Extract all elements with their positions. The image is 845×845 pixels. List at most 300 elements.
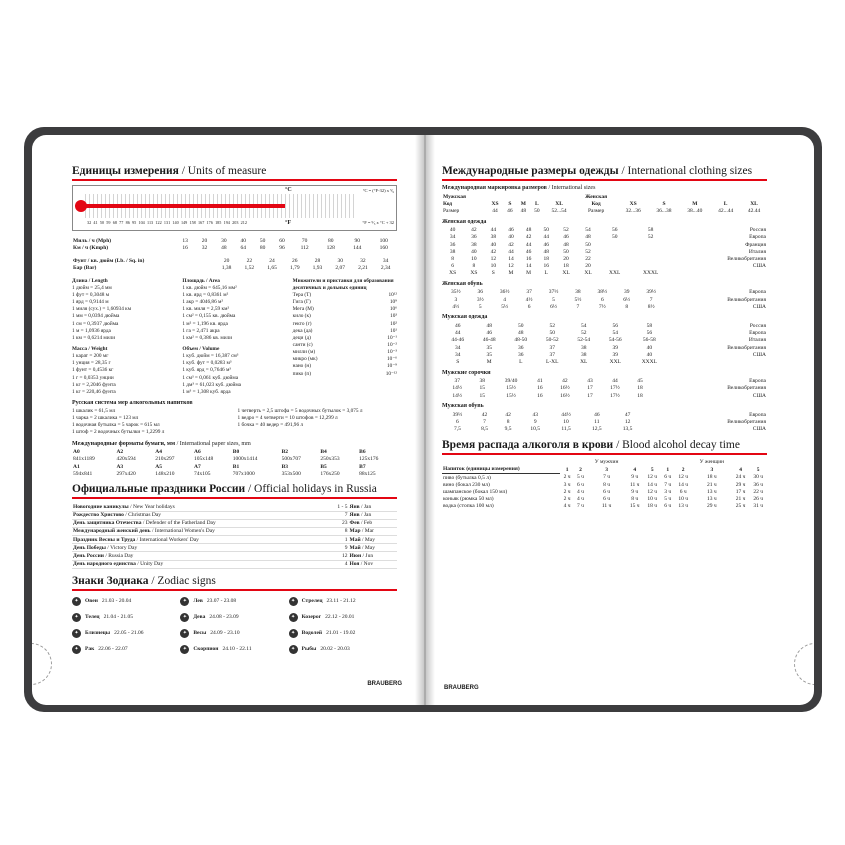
zodiac-sign-icon: ✦ bbox=[72, 597, 81, 606]
pressure-row bbox=[72, 265, 397, 272]
table-cell: Фунт / кв. дюйм (Lb. / Sq. in) bbox=[73, 257, 145, 264]
size-row bbox=[442, 289, 767, 296]
table-cell: 48 bbox=[520, 207, 527, 214]
table-cell: 9 ч bbox=[631, 489, 639, 496]
marking-header-row bbox=[442, 193, 767, 200]
holiday-name-en: / New Year holidays bbox=[128, 503, 175, 510]
table-cell bbox=[732, 459, 750, 466]
volume-item: 1 куб. фут = 0,0283 м³ bbox=[182, 360, 232, 367]
clothing-table bbox=[442, 227, 767, 277]
table-cell: 18 bbox=[637, 385, 643, 392]
table-cell: B6 bbox=[359, 449, 366, 456]
table-cell: 4 ч bbox=[577, 496, 584, 503]
table-cell: 8 bbox=[472, 263, 476, 270]
clothing-table bbox=[442, 322, 767, 365]
table-cell: A5 bbox=[155, 463, 162, 470]
table-cell: 80 bbox=[259, 244, 266, 251]
alcohol-decay-table bbox=[442, 459, 767, 510]
alcohol-row bbox=[442, 474, 767, 482]
length-block: Длина / Length 1 дюйм = 25,4 мм 1 фут = 0,3048 м 1 ярд = 0,9144 м 1 миля (сух.) = 1,60934 км 1 мм = 0,0394 дюйма 1 см = 0,3937 дюйма 1 м = 1,0936 ярда 1 км = 0,6214 мили Масса / Weight 1 карат = 200 мг 1 унция = 28,35 г 1 фунт = 0,4536 кг 1 г = 0,0353 унции 1 кг = 2,2046 фунта 1 кг = 220,46 фунта bbox=[72, 278, 176, 396]
table-cell: 15½ bbox=[506, 385, 516, 392]
table-cell: 64 bbox=[240, 244, 246, 251]
size-row bbox=[442, 227, 767, 234]
table-cell: XS bbox=[491, 200, 499, 207]
holiday-name-en: / International Workers' Day bbox=[135, 536, 199, 543]
table-cell: 31 ч bbox=[753, 503, 763, 510]
table-cell: L bbox=[535, 200, 539, 207]
table-cell: 100 bbox=[379, 237, 388, 244]
table-cell: 2,21 bbox=[358, 265, 368, 272]
table-cell: 13 bbox=[182, 237, 188, 244]
multiplier-name: кило (к) bbox=[292, 313, 311, 320]
table-cell: 46 bbox=[507, 207, 513, 214]
table-cell: 38...40 bbox=[687, 207, 703, 214]
table-cell bbox=[741, 193, 767, 200]
table-cell: 36 ч bbox=[753, 481, 763, 488]
table-cell: 12 bbox=[624, 418, 631, 425]
table-cell: A7 bbox=[194, 463, 201, 470]
zodiac-item bbox=[289, 645, 397, 654]
table-cell bbox=[649, 193, 680, 200]
table-cell: 39/40 bbox=[504, 378, 518, 385]
zodiac-item bbox=[180, 645, 288, 654]
area-item: 1 см² = 0,155 кв. дюйма bbox=[182, 313, 236, 320]
table-cell: Великобритания bbox=[727, 255, 766, 262]
holiday-month-en: / May bbox=[360, 536, 375, 543]
corner-stitch bbox=[794, 643, 814, 685]
table-cell: 38 bbox=[581, 351, 587, 358]
size-row bbox=[442, 337, 767, 344]
table-cell: 58 bbox=[647, 227, 654, 234]
holidays-title: Официальные праздники России / Official holidays in Russia bbox=[72, 483, 377, 496]
table-cell bbox=[630, 263, 671, 270]
table-cell: 48 bbox=[563, 241, 569, 248]
multiplier-value: 10⁻⁹ bbox=[387, 363, 397, 370]
holiday-name-en: / International Women's Day bbox=[150, 528, 215, 535]
alcohol-row bbox=[442, 503, 767, 510]
table-cell: 5 bbox=[756, 466, 760, 473]
table-cell: 52 bbox=[549, 323, 555, 330]
table-cell: 20 bbox=[223, 257, 230, 264]
zodiac-sign-icon: ✦ bbox=[289, 629, 298, 638]
size-row bbox=[442, 270, 767, 277]
zodiac-sign-icon: ✦ bbox=[180, 597, 189, 606]
table-cell: Женская bbox=[585, 193, 608, 200]
table-cell bbox=[710, 193, 741, 200]
table-cell: 35 bbox=[486, 351, 492, 358]
table-cell: 10 bbox=[563, 418, 569, 425]
table-cell: 10 bbox=[471, 255, 477, 262]
size-row bbox=[442, 263, 767, 270]
clothing-section-title: Мужская обувь bbox=[442, 403, 484, 410]
table-cell: 3 bbox=[605, 466, 608, 473]
table-cell: 5 ч bbox=[577, 474, 584, 481]
table-cell: 40 bbox=[646, 351, 653, 358]
table-cell: 5½ bbox=[501, 303, 509, 310]
holiday-row bbox=[72, 511, 397, 519]
table-cell: 21 ч bbox=[735, 496, 746, 503]
table-cell: 18 bbox=[637, 392, 643, 399]
table-cell: 26 ч bbox=[753, 496, 763, 503]
size-row bbox=[442, 351, 767, 358]
table-cell: США bbox=[752, 426, 766, 433]
table-cell: 47 bbox=[624, 411, 631, 418]
multiplier-item bbox=[293, 328, 397, 335]
table-cell: XS bbox=[629, 200, 637, 207]
table-cell: 50-52 bbox=[545, 337, 559, 344]
table-cell bbox=[630, 255, 671, 262]
table-cell: A4 bbox=[155, 449, 162, 456]
table-cell: 36 bbox=[518, 351, 524, 358]
table-cell: 6 ч bbox=[664, 503, 672, 510]
area-item: 1 м² = 1,196 кв. ярда bbox=[182, 320, 228, 327]
size-row bbox=[442, 234, 767, 241]
holiday-name: День России bbox=[73, 553, 104, 560]
table-cell: 250x353 bbox=[320, 456, 340, 463]
table-cell: 15 bbox=[479, 385, 485, 392]
table-cell: B3 bbox=[281, 463, 289, 470]
holiday-month: Янв bbox=[349, 503, 360, 510]
red-rule bbox=[72, 179, 397, 181]
table-cell: 48 bbox=[518, 330, 524, 337]
alcohol-measure-item: 1 четверть = 2,5 штофа = 5 водочных бутылок = 3,075 л bbox=[237, 408, 363, 414]
table-cell: 4 ч bbox=[577, 489, 584, 496]
table-cell: 6½ bbox=[550, 303, 557, 310]
table-cell: 22 bbox=[585, 255, 591, 262]
table-cell: B7 bbox=[359, 463, 366, 470]
table-cell: 43 bbox=[587, 378, 593, 385]
table-cell: 7 ч bbox=[577, 503, 584, 510]
table-cell: 39 bbox=[612, 344, 618, 351]
table-cell: 56-58 bbox=[642, 337, 656, 344]
multiplier-name: гекто (г) bbox=[292, 320, 312, 327]
table-cell: 14½ bbox=[452, 392, 463, 399]
table-cell: 54 bbox=[585, 227, 591, 234]
table-cell: 12 bbox=[508, 263, 514, 270]
table-cell: B2 bbox=[281, 449, 289, 456]
size-row bbox=[442, 330, 767, 337]
table-cell: 44 bbox=[492, 207, 498, 214]
area-item: 1 кв. ярд = 0,8361 м² bbox=[182, 292, 229, 299]
table-cell: 4 ч bbox=[563, 503, 571, 510]
holiday-month-en: / Jan bbox=[359, 512, 372, 519]
table-cell: 2,34 bbox=[380, 265, 391, 272]
table-cell: 34 bbox=[455, 351, 461, 358]
table-cell: 48 bbox=[543, 248, 549, 255]
holiday-day: 4 bbox=[344, 561, 348, 568]
table-cell: 1 bbox=[565, 466, 569, 473]
table-cell: 52 bbox=[647, 234, 654, 241]
table-cell: 70 bbox=[301, 237, 308, 244]
table-cell: 17½ bbox=[610, 385, 620, 392]
table-cell: 15 ч bbox=[629, 503, 640, 510]
zodiac-dates: 21.03 - 20.04 bbox=[101, 598, 132, 605]
table-cell: 128 bbox=[326, 244, 335, 251]
table-cell: 5 ч bbox=[664, 496, 672, 503]
red-rule bbox=[72, 497, 397, 499]
table-cell: 36 bbox=[477, 289, 483, 296]
holiday-month: Фев bbox=[349, 520, 360, 527]
clothing-table bbox=[442, 289, 767, 311]
table-cell: 25 ч bbox=[735, 503, 746, 510]
table-cell: M bbox=[520, 200, 526, 207]
zodiac-item bbox=[289, 613, 397, 622]
right-page bbox=[424, 135, 814, 705]
table-cell: 34 bbox=[382, 257, 389, 264]
alcohol-header-row bbox=[442, 459, 767, 466]
multiplier-name: милли (м) bbox=[292, 349, 316, 356]
conversion-columns bbox=[72, 278, 397, 396]
table-cell: 8 ч bbox=[603, 481, 611, 488]
zodiac-title: Знаки Зодиака / Zodiac signs bbox=[72, 574, 216, 587]
table-cell: 28 bbox=[314, 257, 321, 264]
table-cell: 18 ч bbox=[647, 503, 658, 510]
table-cell: 16 bbox=[543, 263, 549, 270]
zodiac-sign-icon: ✦ bbox=[180, 613, 189, 622]
holiday-name: День народного единства bbox=[73, 561, 136, 568]
zodiac-item bbox=[289, 629, 397, 638]
table-cell: Размер bbox=[587, 207, 605, 214]
multiplier-value: 10¹ bbox=[390, 327, 397, 334]
table-cell: 2 ч bbox=[563, 474, 571, 481]
table-cell: 17 bbox=[587, 385, 593, 392]
holiday-month: Май bbox=[349, 536, 361, 543]
zodiac-item bbox=[72, 645, 180, 654]
table-cell: 38 bbox=[449, 248, 456, 255]
clothing-table bbox=[442, 378, 767, 400]
mass-item: 1 г = 0,0353 унции bbox=[72, 374, 114, 381]
alcohol-col-row bbox=[442, 466, 767, 474]
zodiac-sign-icon: ✦ bbox=[289, 645, 298, 654]
size-row bbox=[442, 411, 767, 418]
fahrenheit-label: °F bbox=[285, 220, 292, 226]
table-cell: 7½ bbox=[598, 303, 606, 310]
table-cell: 707x1000 bbox=[232, 470, 255, 477]
table-cell: США bbox=[752, 392, 766, 399]
table-cell: 9,5 bbox=[504, 426, 512, 433]
table-cell: 37 bbox=[526, 289, 532, 296]
table-cell: 18 bbox=[563, 263, 569, 270]
table-cell: коньяк (рюмка 50 мл) bbox=[443, 496, 494, 503]
zodiac-item bbox=[180, 597, 288, 606]
table-cell: 38 bbox=[575, 289, 581, 296]
zodiac-name: Стрелец bbox=[301, 598, 323, 605]
celsius-label: °C bbox=[285, 187, 292, 193]
multiplier-value: 10¹² bbox=[388, 292, 397, 299]
marking-code-row bbox=[442, 200, 767, 207]
table-cell: 42 bbox=[471, 227, 477, 234]
table-cell: 15 bbox=[479, 392, 485, 399]
table-cell: 420x594 bbox=[116, 456, 136, 463]
pressure-table bbox=[72, 257, 397, 271]
table-cell: Россия bbox=[749, 323, 766, 330]
multiplier-item bbox=[293, 335, 397, 342]
table-cell: 1,38 bbox=[221, 265, 232, 272]
table-cell: 14 ч bbox=[647, 481, 658, 488]
volume-item: 1 куб. ярд = 0,7646 м³ bbox=[182, 367, 231, 374]
table-cell: 4½ bbox=[452, 303, 460, 310]
table-cell: 11,5 bbox=[561, 426, 571, 433]
holiday-month: Янв bbox=[349, 512, 360, 519]
paper-row bbox=[72, 470, 397, 477]
table-cell: 39 bbox=[623, 289, 630, 296]
table-cell: S bbox=[491, 270, 495, 277]
paper-table bbox=[72, 449, 397, 478]
table-cell: B4 bbox=[320, 449, 327, 456]
holiday-day: 1 bbox=[344, 536, 348, 543]
table-cell: США bbox=[752, 303, 766, 310]
table-cell: 4 bbox=[503, 296, 507, 303]
table-cell: 5 bbox=[650, 466, 654, 473]
table-cell: 24 ч bbox=[735, 474, 746, 481]
size-row bbox=[442, 392, 767, 399]
table-cell: 14½ bbox=[452, 385, 463, 392]
table-cell: Бар (Bar) bbox=[73, 265, 97, 272]
table-cell: 6 bbox=[451, 263, 454, 270]
table-cell: A0 bbox=[73, 449, 80, 456]
zodiac-dates: 21.01 - 19.02 bbox=[326, 630, 356, 637]
holiday-name: День защитника Отечества bbox=[73, 520, 142, 527]
mass-item: 1 кг = 2,2046 фунта bbox=[72, 381, 116, 388]
table-cell: вино (бокал 230 мл) bbox=[443, 481, 490, 488]
table-cell: 15½ bbox=[506, 392, 516, 399]
table-cell: 3 ч bbox=[563, 481, 571, 488]
zodiac-sign-icon: ✦ bbox=[72, 645, 81, 654]
left-content bbox=[72, 165, 397, 654]
multiplier-name: санти (с) bbox=[292, 342, 313, 349]
holiday-month-en: / May bbox=[360, 544, 375, 551]
zodiac-item bbox=[72, 597, 180, 606]
zodiac-name: Весы bbox=[193, 630, 207, 637]
table-cell: 46 bbox=[508, 227, 514, 234]
marking-table bbox=[442, 193, 767, 215]
alcohol-measure-item: 1 чарка = 2 шкалика = 123 мл bbox=[72, 415, 139, 422]
multiplier-value: 10⁹ bbox=[389, 299, 397, 306]
paper-row bbox=[72, 449, 397, 456]
clothing-section-title: Мужская одежда bbox=[442, 314, 488, 321]
area-block: Площадь / Area 1 кв. дюйм = 645,16 мм² 1 кв. ярд = 0,8361 м² 1 акр = 4046,86 м² 1 кв. миля = 2,59 км² 1 см² = 0,155 кв. дюйма 1 м² = 1,196 кв. ярда 1 га = 2,471 акра 1 км² = 0,386 кв. мили Объем / Volume 1 куб. дюйм = 16,387 см³ 1 куб. фут = 0,0283 м³ 1 куб. ярд = 0,7646 м³ 1 см³ = 0,061 куб. дюйма 1 дм³ = 61,023 куб. дюйма 1 м³ = 1,308 куб. ярда bbox=[182, 278, 286, 396]
table-cell bbox=[503, 193, 517, 200]
table-cell bbox=[618, 193, 649, 200]
speed-row bbox=[72, 244, 397, 251]
table-cell: 38 bbox=[479, 378, 485, 385]
table-cell bbox=[643, 459, 661, 466]
alcohol-measure-item: 1 бочка = 40 ведер = 491,96 л bbox=[237, 422, 304, 429]
table-cell: B5 bbox=[320, 463, 327, 470]
table-cell: 6 bbox=[600, 296, 604, 303]
brand-logo: BRAUBERG bbox=[444, 685, 479, 691]
table-cell: 32 bbox=[201, 244, 208, 251]
multiplier-name: микро (мк) bbox=[292, 356, 318, 363]
table-cell: 43 bbox=[532, 411, 538, 418]
table-cell: Миль / ч (Mph) bbox=[73, 237, 112, 244]
multiplier-item bbox=[293, 321, 397, 328]
table-cell: Европа bbox=[749, 411, 766, 418]
size-row bbox=[442, 303, 767, 310]
table-cell: США bbox=[752, 263, 766, 270]
multiplier-name: нано (н) bbox=[292, 363, 312, 370]
table-cell: 176x250 bbox=[320, 470, 340, 477]
length-item: 1 м = 1,0936 ярда bbox=[72, 327, 111, 334]
table-cell: 88x125 bbox=[359, 470, 376, 477]
multiplier-value: 10⁻⁶ bbox=[387, 356, 397, 363]
holiday-month-en: / Jan bbox=[359, 503, 372, 510]
table-cell: 52 bbox=[563, 227, 569, 234]
table-cell bbox=[630, 241, 671, 248]
multiplier-value: 10⁻¹² bbox=[385, 370, 397, 377]
holiday-name-en: / Christmas Day bbox=[123, 512, 162, 519]
table-cell: 40 bbox=[240, 237, 246, 244]
table-cell: 16 bbox=[182, 244, 188, 251]
pressure-row bbox=[72, 257, 397, 264]
zodiac-name: Дева bbox=[193, 614, 206, 621]
table-cell: 10,5 bbox=[530, 426, 541, 433]
multiplier-value: 10² bbox=[390, 320, 397, 327]
corner-stitch bbox=[32, 643, 52, 685]
zodiac-name: Телец bbox=[85, 614, 100, 621]
table-cell: 41 bbox=[537, 378, 543, 385]
table-cell: 7 bbox=[483, 418, 486, 425]
table-cell: 44½ bbox=[561, 411, 571, 418]
table-cell: 40 bbox=[471, 248, 477, 255]
table-cell: 46 bbox=[525, 248, 532, 255]
multiplier-name: деци (д) bbox=[292, 334, 311, 341]
table-cell: 4½ bbox=[525, 296, 533, 303]
table-cell: 148x210 bbox=[155, 470, 175, 477]
holiday-day: 1 - 5 bbox=[337, 503, 348, 510]
table-cell: 1000x1414 bbox=[232, 456, 258, 463]
size-row bbox=[442, 248, 767, 255]
table-cell: 30 bbox=[337, 257, 343, 264]
table-cell: 96 bbox=[279, 244, 285, 251]
celsius-formula: °C = (°F-32) x ⁵⁄₉ bbox=[362, 188, 394, 193]
table-cell: L bbox=[544, 270, 548, 277]
table-cell: 29 ч bbox=[707, 503, 717, 510]
table-cell: 10 ч bbox=[647, 496, 658, 503]
table-cell: 8 bbox=[451, 255, 454, 262]
table-cell bbox=[487, 193, 503, 200]
table-cell: 2 ч bbox=[563, 496, 571, 503]
table-cell: 6 bbox=[527, 303, 531, 310]
table-cell: 74x105 bbox=[194, 470, 211, 477]
table-cell bbox=[630, 248, 671, 255]
table-cell: 3½ bbox=[476, 296, 484, 303]
table-cell: 7 ч bbox=[664, 481, 672, 488]
holiday-month-en: / Mar bbox=[360, 528, 374, 535]
table-cell: 50 bbox=[534, 207, 540, 214]
table-cell: 6 ч bbox=[603, 496, 611, 503]
zodiac-dates: 21.04 - 21.05 bbox=[103, 614, 133, 621]
table-cell: 16 bbox=[525, 255, 532, 262]
red-rule bbox=[442, 453, 767, 455]
volume-item: 1 м³ = 1,308 куб. ярда bbox=[182, 388, 231, 395]
table-cell: S bbox=[662, 200, 666, 207]
table-cell: 13 ч bbox=[707, 489, 717, 496]
size-row bbox=[442, 255, 767, 262]
table-cell: 37 bbox=[454, 378, 460, 385]
brand-logo: BRAUBERG bbox=[367, 681, 402, 687]
zodiac-sign-icon: ✦ bbox=[180, 629, 189, 638]
units-title: Единицы измерения / Units of measure bbox=[72, 165, 267, 177]
table-cell bbox=[679, 193, 710, 200]
table-cell: 56 bbox=[612, 323, 618, 330]
holiday-name-en: / Russia Day bbox=[103, 553, 134, 560]
table-cell: 38½ bbox=[597, 289, 608, 296]
marking-size-row bbox=[442, 207, 767, 214]
table-cell: 5 bbox=[552, 296, 555, 303]
table-cell: 1,52 bbox=[244, 265, 255, 272]
table-cell: Великобритания bbox=[727, 344, 766, 351]
